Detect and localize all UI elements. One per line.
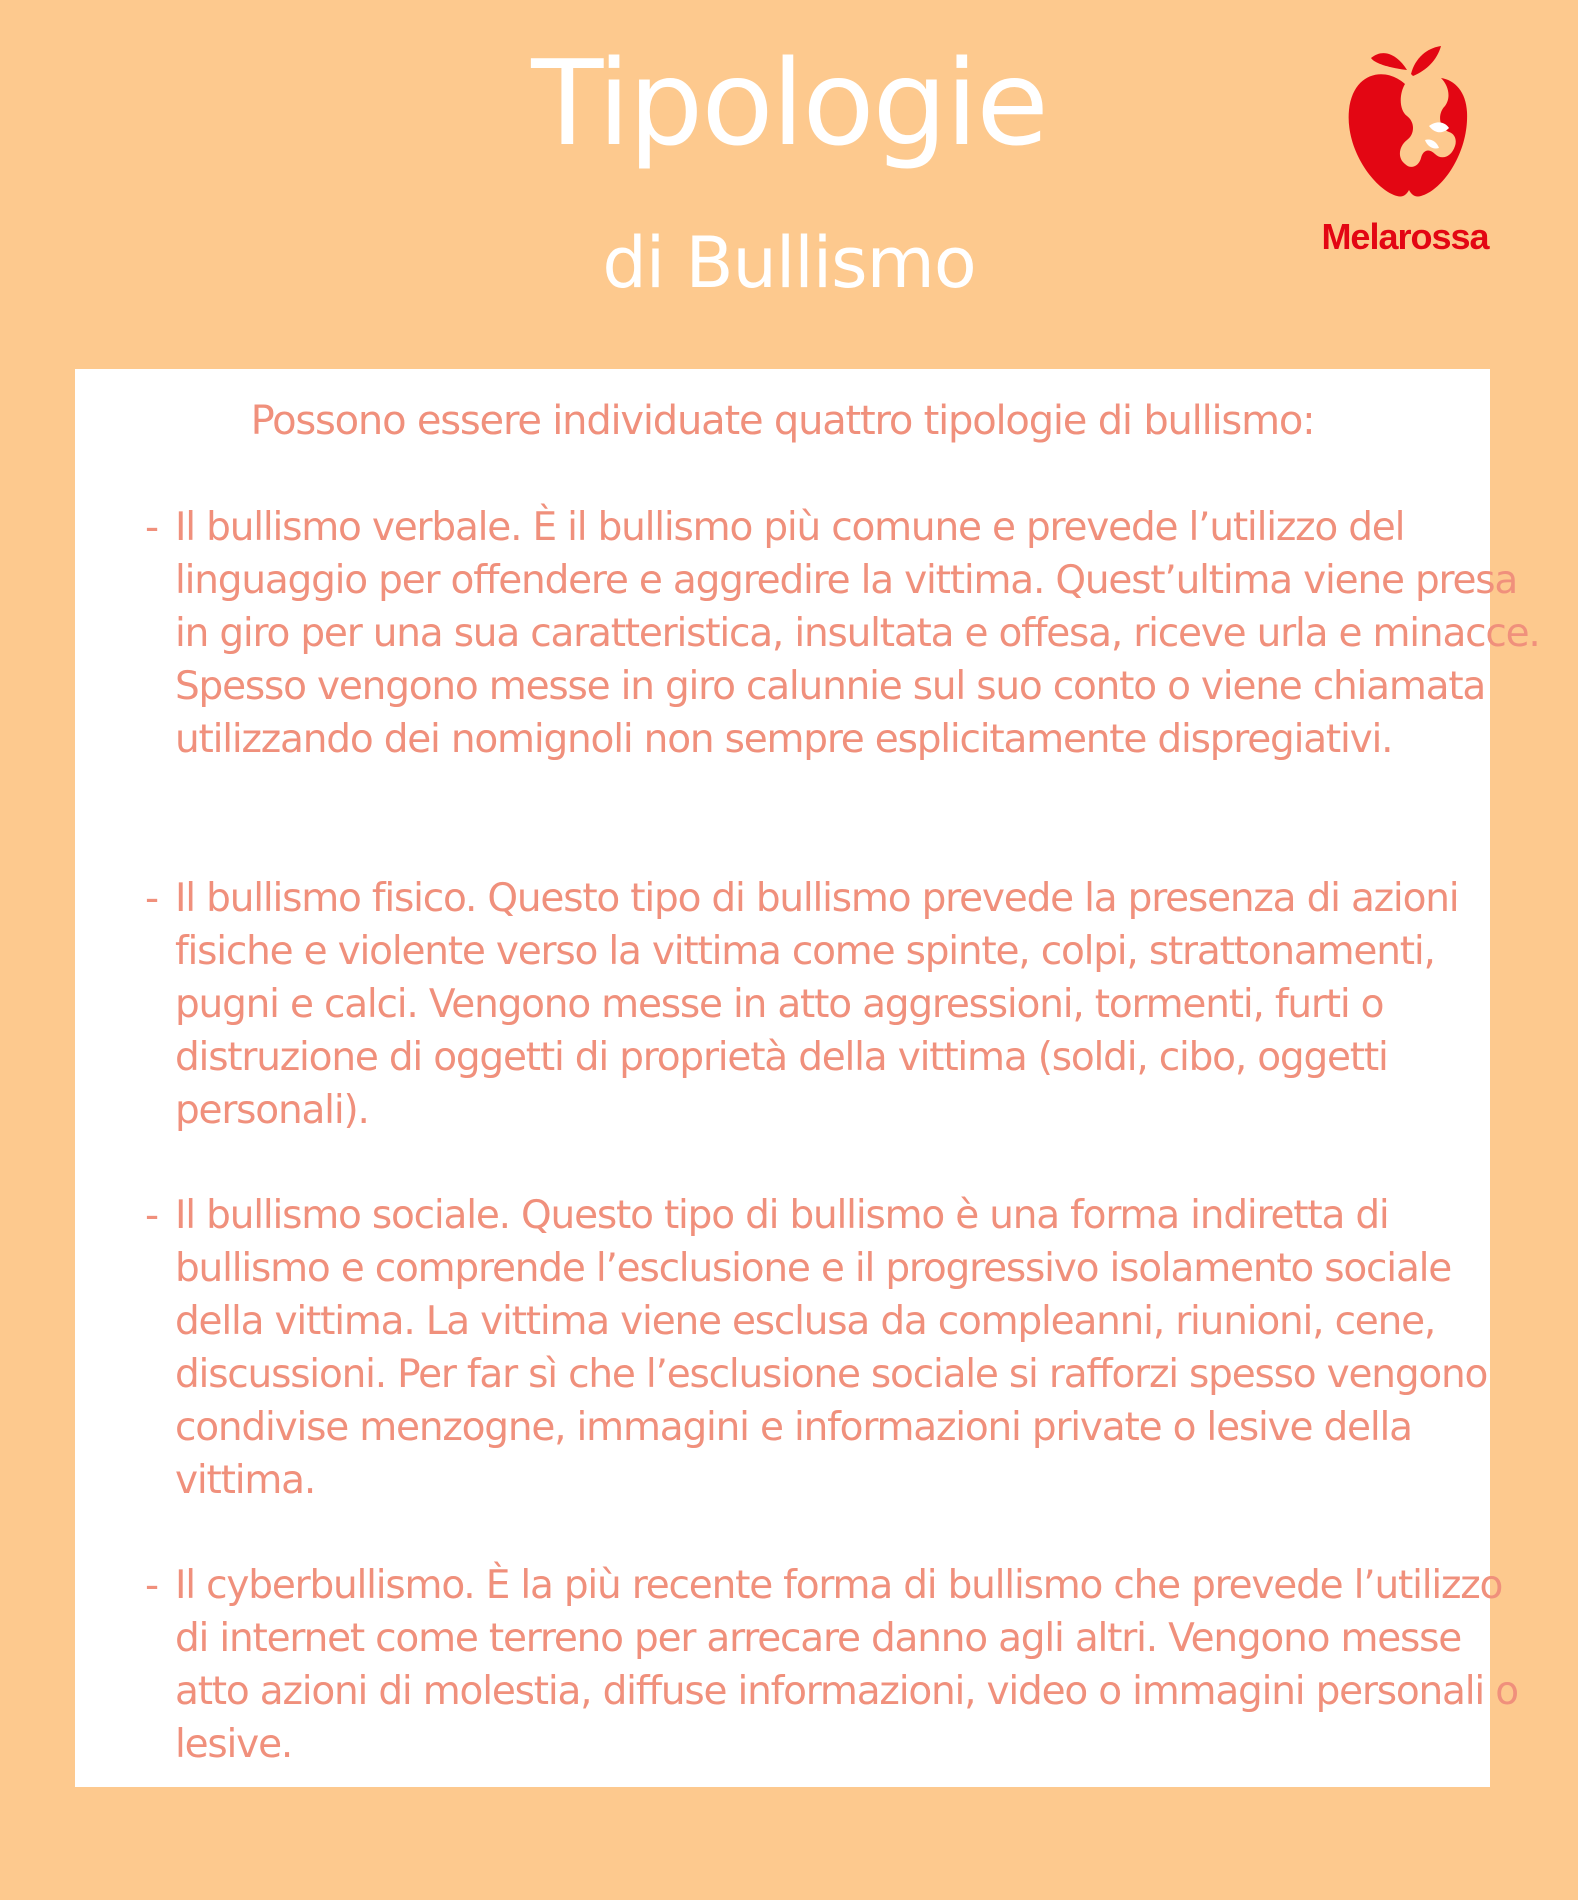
apple-icon — [1345, 40, 1470, 200]
list-item — [145, 872, 1545, 1137]
list-item-text: Il bullismo verbale. È il bullismo più comune e prevede l’utilizzo del linguaggio per offendere e aggredire la vittima. Quest’ultima viene presa in giro per una sua caratteristica, insultata e offesa, riceve urla e minacce. Spesso vengono messe in giro calunnie sul suo conto o viene chiamata utilizzando dei nomignoli non sempre esplicitamente dispregiativi. — [175, 505, 1540, 762]
brand-name: Melarossa — [1321, 216, 1489, 257]
page-title: Tipologie — [531, 34, 1047, 172]
list-bullet: - — [145, 876, 158, 921]
intro-text: Possono essere individuate quattro tipologie di bullismo: — [250, 398, 1315, 444]
list-item-text: Il bullismo fisico. Questo tipo di bullismo prevede la presenza di azioni fisiche e violente verso la vittima come spinte, colpi, strattonamenti, pugni e calci. Vengono messe in atto aggressioni, tormenti, furti o distruzione di oggetti di proprietà della vittima (soldi, cibo, oggetti personali). — [175, 876, 1459, 1133]
list-item — [145, 1559, 1545, 1771]
list-item — [145, 501, 1545, 766]
content-card — [75, 369, 1540, 1787]
list-item-text: Il bullismo sociale. Questo tipo di bullismo è una forma indiretta di bullismo e comprende l’esclusione e il progressivo isolamento sociale della vittima. La vittima viene esclusa da compleanni, riunioni, cene, discussioni. Per far sì che l’esclusione sociale si rafforzi spesso vengono condivise menzogne, immagini e informazioni private o lesive della vittima. — [175, 1193, 1488, 1503]
list-bullet: - — [145, 1193, 158, 1238]
list-bullet: - — [145, 505, 158, 550]
list-item-text: Il cyberbullismo. È la più recente forma di bullismo che prevede l’utilizzo di internet come terreno per arrecare danno agli altri. Vengono messe atto azioni di molestia, diffuse informazioni, video o immagini personali o lesive. — [175, 1563, 1518, 1767]
list-bullet: - — [145, 1563, 158, 1608]
brand-logo — [1300, 40, 1510, 260]
page-subtitle: di Bullismo — [602, 222, 976, 304]
list-item — [145, 1189, 1545, 1507]
